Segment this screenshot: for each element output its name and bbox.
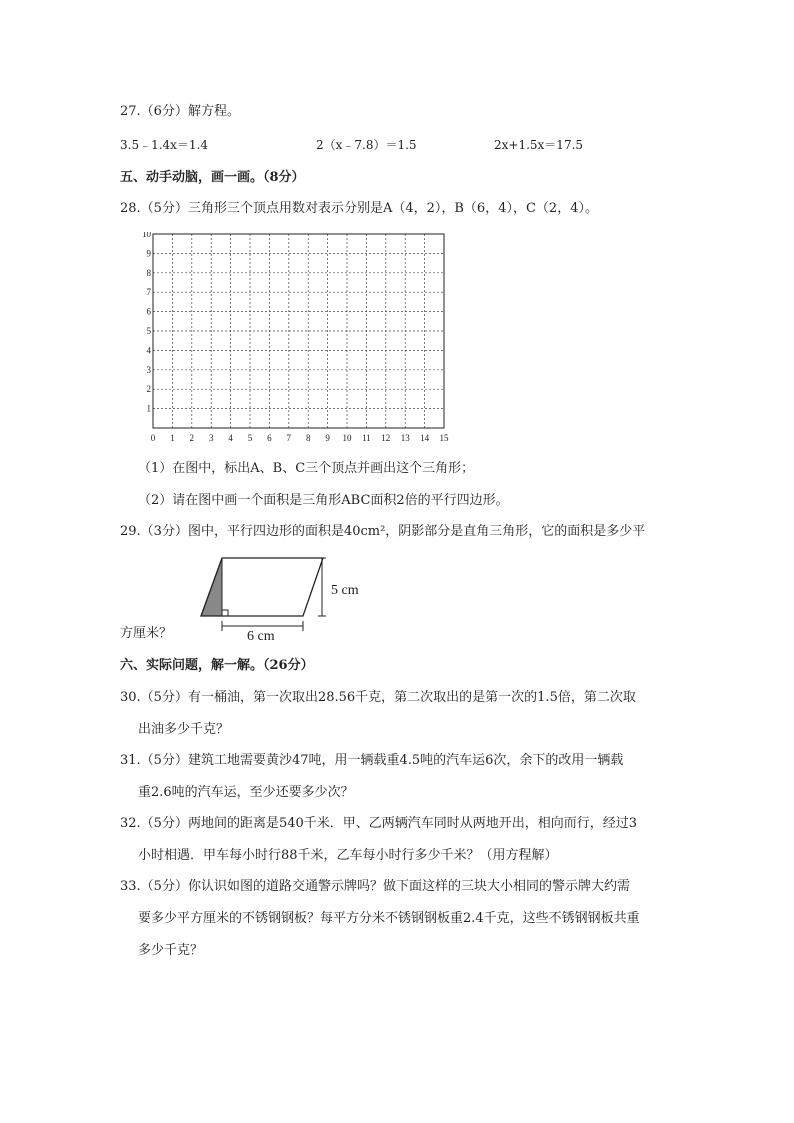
x-tick-label: 6 — [267, 433, 272, 443]
x-tick-label: 14 — [420, 433, 430, 443]
q28-title: 28.（5分）三角形三个顶点用数对表示分别是A（4，2），B（6，4），C（2，4）。 — [120, 201, 598, 216]
section-6-title: 六、实际问题，解一解。（26分） — [120, 658, 314, 673]
q33-line-1: 33.（5分）你认识如图的道路交通警示牌吗？做下面这样的三块大小相同的警示牌大约需 — [120, 879, 630, 894]
y-tick-label: 8 — [146, 267, 151, 278]
y-tick-label: 10 — [142, 232, 151, 239]
q31-line-2: 重2.6吨的汽车运，至少还要多少次？ — [138, 785, 354, 800]
x-tick-label: 10 — [342, 433, 352, 443]
q28-sub-2: （2）请在图中画一个面积是三角形ABC面积2倍的平行四边形。 — [138, 493, 509, 508]
y-tick-label: 3 — [146, 364, 151, 375]
equation-1: 3.5﹣1.4x＝1.4 — [120, 138, 209, 152]
equation-3: 2x+1.5x＝17.5 — [494, 138, 584, 152]
base-label: 6 cm — [247, 629, 275, 644]
x-tick-label: 9 — [325, 433, 330, 443]
x-tick-label: 8 — [305, 433, 311, 443]
y-tick-label: 4 — [146, 345, 151, 356]
x-tick-label: 7 — [286, 433, 292, 443]
y-tick-label: 1 — [146, 403, 151, 414]
q32-line-2: 小时相遇．甲车每小时行88千米，乙车每小时行多少千米？（用方程解） — [138, 848, 558, 863]
section-5-title: 五、动手动脑，画一画。（8分） — [120, 170, 305, 185]
height-label: 5 cm — [331, 583, 359, 598]
q29-line-1: 29.（3分）图中，平行四边形的面积是40cm²，阴影部分是直角三角形，它的面积是多少平 — [120, 524, 646, 539]
coordinate-grid — [138, 232, 458, 446]
y-tick-label: 7 — [146, 287, 151, 298]
x-tick-label: 2 — [189, 433, 195, 443]
y-tick-label: 6 — [146, 306, 151, 317]
q32-line-1: 32.（5分）两地间的距离是540千米．甲、乙两辆汽车同时从两地开出，相向而行，经过3 — [120, 816, 638, 831]
y-tick-label: 9 — [146, 248, 151, 259]
x-tick-label: 0 — [150, 433, 156, 443]
q31-line-1: 31.（5分）建筑工地需要黄沙47吨，用一辆载重4.5吨的汽车运6次，余下的改用一辆载 — [120, 753, 624, 768]
right-angle-mark — [222, 610, 228, 616]
q30-line-2: 出油多少千克？ — [138, 722, 230, 737]
parallelogram-figure — [195, 552, 385, 647]
equation-2: 2（x﹣7.8）＝1.5 — [316, 138, 417, 152]
x-tick-label: 11 — [362, 433, 371, 443]
q30-line-1: 30.（5分）有一桶油，第一次取出28.56千克，第二次取出的是第一次的1.5倍，第二次取 — [120, 690, 636, 705]
q29-line-2: 方厘米？ — [120, 626, 173, 641]
x-tick-label: 15 — [439, 433, 449, 443]
x-tick-label: 3 — [208, 433, 214, 443]
q33-line-3: 多少千克？ — [138, 943, 204, 958]
y-tick-label: 5 — [146, 326, 151, 336]
x-tick-label: 1 — [170, 433, 175, 443]
q28-sub-1: （1）在图中，标出A、B、C三个顶点并画出这个三角形； — [138, 461, 475, 476]
q33-line-2: 要多少平方厘米的不锈钢钢板？每平方分米不锈钢钢板重2.4千克，这些不锈钢钢板共重 — [138, 911, 640, 926]
x-tick-label: 13 — [400, 433, 410, 443]
x-tick-label: 5 — [247, 433, 253, 443]
x-tick-label: 4 — [228, 433, 233, 443]
y-tick-label: 2 — [146, 384, 151, 395]
x-tick-label: 12 — [381, 433, 391, 443]
q27-title: 27.（6分）解方程。 — [120, 104, 240, 119]
